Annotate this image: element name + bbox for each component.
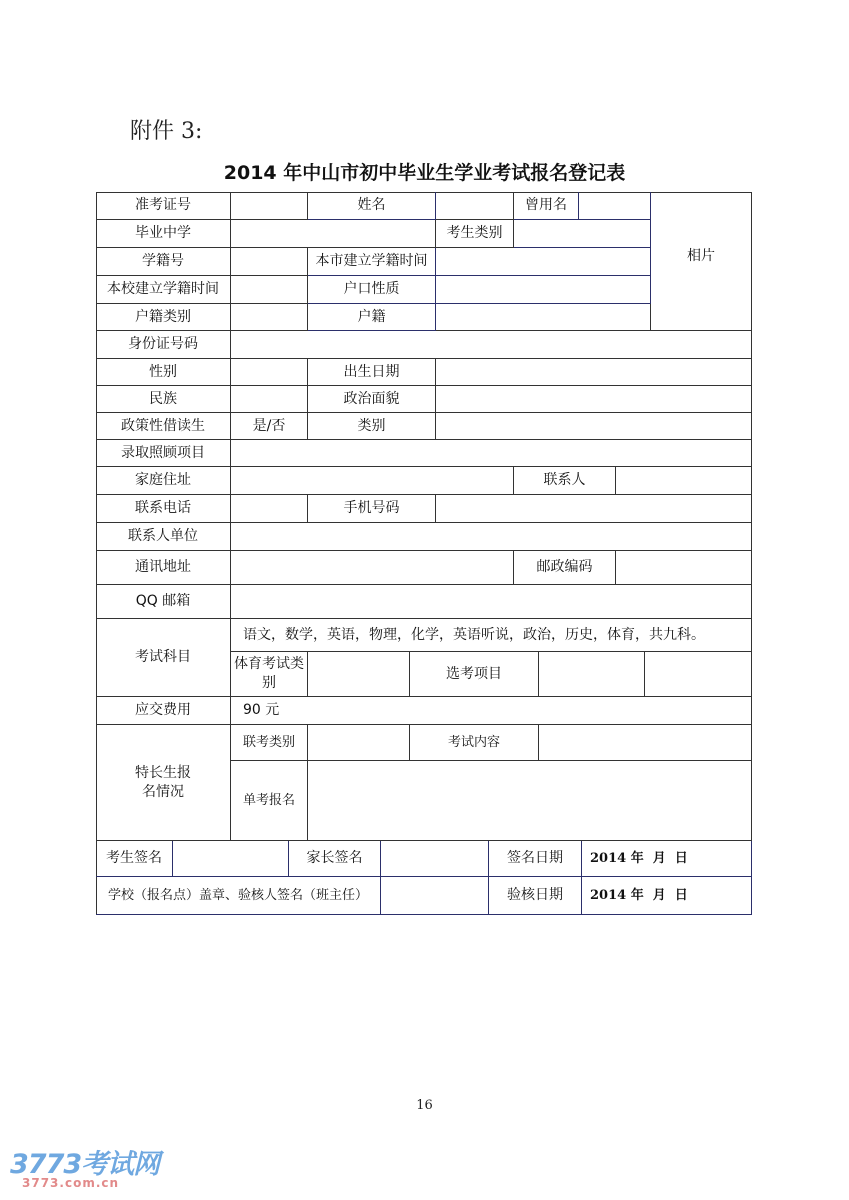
verify-date-value[interactable]: 2014 年 月 日 — [582, 877, 752, 915]
contact-person-field[interactable] — [616, 467, 752, 495]
city-registration-time-label: 本市建立学籍时间 — [308, 248, 436, 276]
qq-email-label: QQ 邮箱 — [96, 585, 231, 619]
single-exam-field[interactable] — [308, 761, 752, 841]
photo-box[interactable] — [651, 192, 752, 331]
school-registration-time-label: 本校建立学籍时间 — [96, 276, 231, 304]
political-status-label: 政治面貌 — [308, 386, 436, 413]
candidate-type-field[interactable] — [514, 220, 651, 248]
signature-date-value[interactable]: 2014 年 月 日 — [582, 841, 752, 877]
student-id-label: 学籍号 — [96, 248, 231, 276]
watermark-logo: 3773考试网 — [10, 1149, 160, 1180]
home-address-field[interactable] — [231, 467, 514, 495]
category-field[interactable] — [436, 413, 752, 440]
gender-field[interactable] — [231, 359, 308, 386]
id-number-label: 身份证号码 — [96, 331, 231, 359]
category-label: 类别 — [308, 413, 436, 440]
qq-email-field[interactable] — [231, 585, 752, 619]
school-stamp-field[interactable] — [381, 877, 489, 915]
pe-exam-type-field[interactable] — [308, 652, 410, 697]
candidate-type-label: 考生类别 — [436, 220, 514, 248]
mailing-address-field[interactable] — [231, 551, 514, 585]
graduate-school-label: 毕业中学 — [96, 220, 231, 248]
contact-unit-field[interactable] — [231, 523, 752, 551]
parent-signature-label: 家长签名 — [289, 841, 381, 877]
policy-transfer-label: 政策性借读生 — [96, 413, 231, 440]
parent-signature-field[interactable] — [381, 841, 489, 877]
graduate-school-field[interactable] — [231, 220, 436, 248]
joint-exam-type-label: 联考类别 — [231, 725, 308, 761]
ethnicity-label: 民族 — [96, 386, 231, 413]
photo-label: 相片 — [687, 247, 715, 264]
registration-form — [96, 192, 752, 915]
gender-label: 性别 — [96, 359, 231, 386]
form-title: 2014 年中山市初中毕业生学业考试报名登记表 — [223, 162, 626, 184]
joint-exam-type-field[interactable] — [308, 725, 410, 761]
hukou-category-label: 户籍类别 — [96, 304, 231, 331]
subjects-list: 语文，数学，英语，物理，化学，英语听说，政治，历史，体育，共九科。 — [231, 619, 752, 652]
pe-exam-type-label: 体育考试类别 — [231, 652, 308, 697]
candidate-signature-label: 考生签名 — [96, 841, 173, 877]
admission-bonus-label: 录取照顾项目 — [96, 440, 231, 467]
ethnicity-field[interactable] — [231, 386, 308, 413]
special-talent-label: 特长生报名情况 — [96, 725, 231, 841]
admission-no-field[interactable] — [231, 192, 308, 220]
fee-amount: 90 元 — [231, 697, 752, 725]
hukou-nature-field[interactable] — [436, 276, 651, 304]
exam-subjects-label: 考试科目 — [96, 619, 231, 697]
mobile-label: 手机号码 — [308, 495, 436, 523]
hukou-label: 户籍 — [308, 304, 436, 331]
postal-code-label: 邮政编码 — [514, 551, 616, 585]
political-status-field[interactable] — [436, 386, 752, 413]
phone-label: 联系电话 — [96, 495, 231, 523]
birth-date-field[interactable] — [436, 359, 752, 386]
mailing-address-label: 通讯地址 — [96, 551, 231, 585]
elective-item-field-2[interactable] — [645, 652, 752, 697]
single-exam-label: 单考报名 — [231, 761, 308, 841]
school-registration-time-field[interactable] — [231, 276, 308, 304]
elective-items-label: 选考项目 — [410, 652, 539, 697]
page-number: 16 — [416, 1098, 433, 1113]
phone-field[interactable] — [231, 495, 308, 523]
home-address-label: 家庭住址 — [96, 467, 231, 495]
id-number-field[interactable] — [231, 331, 752, 359]
elective-item-field-1[interactable] — [539, 652, 645, 697]
hukou-category-field[interactable] — [231, 304, 308, 331]
admission-no-label: 准考证号 — [96, 192, 231, 220]
admission-bonus-field[interactable] — [231, 440, 752, 467]
former-name-field[interactable] — [579, 192, 651, 220]
fee-label: 应交费用 — [96, 697, 231, 725]
exam-content-field[interactable] — [539, 725, 752, 761]
name-field[interactable] — [436, 192, 514, 220]
birth-date-label: 出生日期 — [308, 359, 436, 386]
student-id-field[interactable] — [231, 248, 308, 276]
watermark-url: 3773.com.cn — [22, 1176, 120, 1190]
postal-code-field[interactable] — [616, 551, 752, 585]
exam-content-label: 考试内容 — [410, 725, 539, 761]
attachment-label: 附件 3: — [130, 119, 203, 144]
candidate-signature-field[interactable] — [173, 841, 289, 877]
verify-date-label: 验核日期 — [489, 877, 582, 915]
policy-transfer-yes-no[interactable]: 是/否 — [231, 413, 308, 440]
contact-unit-label: 联系人单位 — [96, 523, 231, 551]
name-label: 姓名 — [308, 192, 436, 220]
city-registration-time-field[interactable] — [436, 248, 651, 276]
contact-person-label: 联系人 — [514, 467, 616, 495]
school-stamp-label: 学校（报名点）盖章、验核人签名（班主任） — [96, 877, 381, 915]
hukou-nature-label: 户口性质 — [308, 276, 436, 304]
hukou-field[interactable] — [436, 304, 651, 331]
former-name-label: 曾用名 — [514, 192, 579, 220]
mobile-field[interactable] — [436, 495, 752, 523]
signature-date-label: 签名日期 — [489, 841, 582, 877]
